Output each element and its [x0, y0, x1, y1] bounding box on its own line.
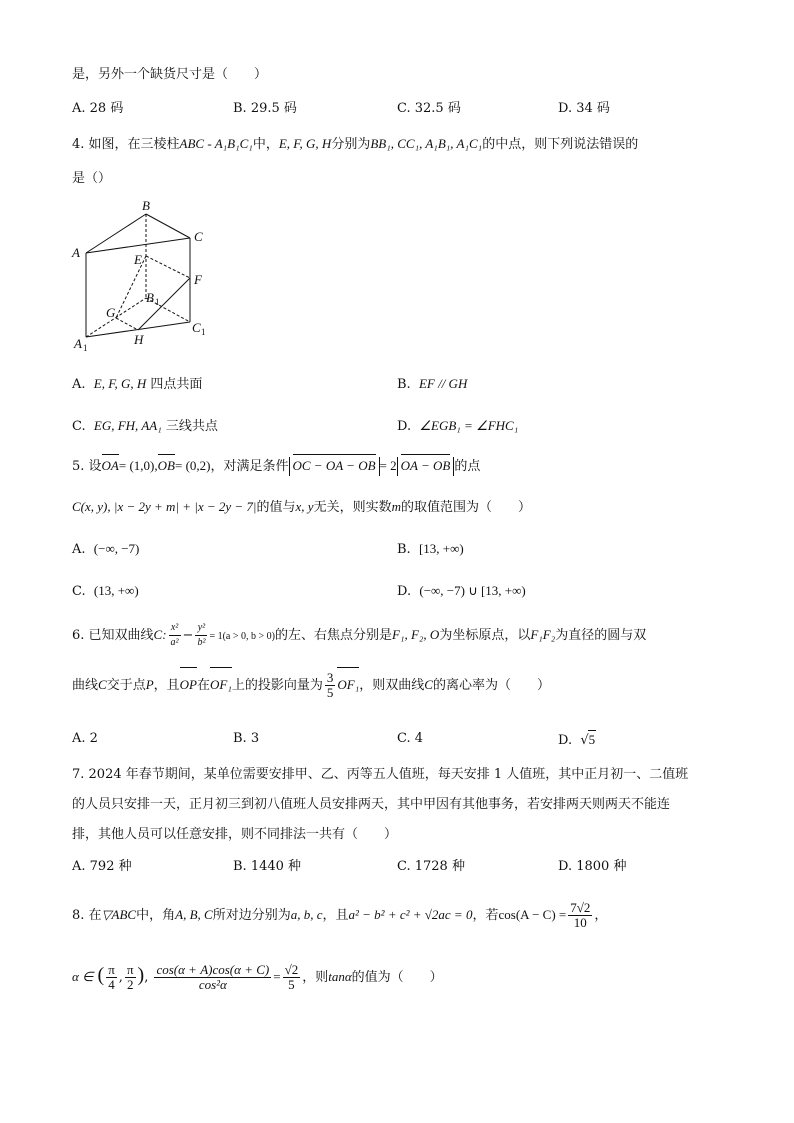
- q4-stem-line2: 是（）: [72, 171, 112, 186]
- q3-option-c: C. 32.5 码: [397, 101, 461, 116]
- q3-option-b: B. 29.5 码: [233, 101, 297, 116]
- label-h: H: [134, 332, 144, 347]
- label-b1: B: [146, 290, 154, 305]
- label-e: E: [134, 252, 142, 267]
- prism-figure: [66, 200, 216, 355]
- q3-stem-tail: 是，另外一个缺货尺寸是（ ）: [72, 67, 268, 82]
- q7-option-c: C. 1728 种: [397, 859, 465, 874]
- label-c: C: [194, 229, 203, 244]
- q7-option-a: A. 792 种: [72, 859, 132, 874]
- q4-stem-line1: 4. 如图，在三棱柱ABC - A₁B₁C₁中，E, F, G, H分别为BB₁, CC₁, A₁B₁, A₁C₁的中点，则下列说法错误的: [72, 136, 639, 152]
- q8-stem-line2: α ∈ ( $\frac{\pi}{4}$ , $\frac{\pi}{2}$ ), $\frac{\cos(\alpha + A)\cos(\alpha + C)}{\text{cos²α}}$ = $\frac{√2}{5}$ ，则tanα的值为（ ）: [72, 962, 443, 992]
- label-a1-sub: 1: [83, 343, 88, 353]
- label-b: B: [142, 200, 150, 213]
- label-c1-sub: 1: [201, 327, 206, 337]
- label-g: G: [106, 305, 116, 320]
- q3-option-d: D. 34 码: [558, 101, 610, 116]
- label-f: F: [194, 272, 202, 287]
- q7-option-b: B. 1440 种: [233, 859, 302, 874]
- label-a: A: [72, 245, 80, 260]
- q7-stem-line2: 的人员只安排一天，正月初三到初八值班人员安排两天，其中甲因有其他事务，若安排两天则两天不能连: [72, 797, 671, 812]
- q4-option-b: B. EF // GH: [397, 376, 468, 392]
- q3-option-a: A. 28 码: [72, 101, 124, 116]
- q4-option-a: A. E, F, G, H 四点共面: [72, 376, 203, 392]
- q6-option-b: B. 3: [233, 731, 260, 746]
- q4-option-d: D. ∠EGB₁ = ∠FHC₁: [397, 418, 519, 434]
- q5-stem-line1: 5. 设OA= (1,0),OB= (0,2)，对满足条件 OC − OA − OB = 2 OA − OB 的点: [72, 458, 481, 474]
- q4-option-c: C. EG, FH, AA₁ 三线共点: [72, 418, 218, 434]
- q5-option-d: D. (−∞, −7) ∪ [13, +∞): [397, 583, 526, 599]
- label-a1: A: [74, 336, 82, 351]
- q5-option-c: C. (13, +∞): [72, 583, 139, 599]
- q5-option-a: A. (−∞, −7): [72, 541, 140, 557]
- q8-stem-line1: 8. 在▽ABC中，角A, B, C所对边分别为a, b, c，且a² − b² + c² + √2ac = 0，若cos(A − C) = $\frac{7√2}{10}$ ，: [72, 900, 608, 930]
- q7-option-d: D. 1800 种: [558, 859, 627, 874]
- label-b1-sub: 1: [155, 297, 160, 307]
- q6-option-c: C. 4: [397, 731, 424, 746]
- q7-stem-line3: 排，其他人员可以任意安排，则不同排法一共有（ ）: [72, 827, 398, 842]
- q6-stem-line2: 曲线C交于点P，且OP在OF₁上的投影向量为 $\frac{3}{5}$ OF₁，则双曲线C的离心率为（ ）: [72, 670, 550, 700]
- q6-option-a: A. 2: [72, 731, 98, 746]
- q6-stem-line1: 6. 已知双曲线C: $\frac{\text{x²}}{\text{a²}}$ − $\frac{\text{y²}}{\text{b²}}$ = 1(a > 0, b > 0)的左、右焦点分别是F₁, F₂, O为坐标原点，以F₁F₂为直径的圆与双: [72, 622, 647, 648]
- q6-option-d: D. √5: [558, 732, 596, 748]
- q5-stem-line2: C(x, y), |x − 2y + m| + |x − 2y − 7|的值与x, y无关，则实数m的取值范围为（ ）: [72, 499, 531, 515]
- q7-stem-line1: 7. 2024 年春节期间，某单位需要安排甲、乙、丙等五人值班，每天安排 1 人值班，其中正月初一、二值班: [72, 767, 689, 782]
- q5-option-b: B. [13, +∞): [397, 541, 464, 557]
- label-c1: C: [192, 320, 201, 335]
